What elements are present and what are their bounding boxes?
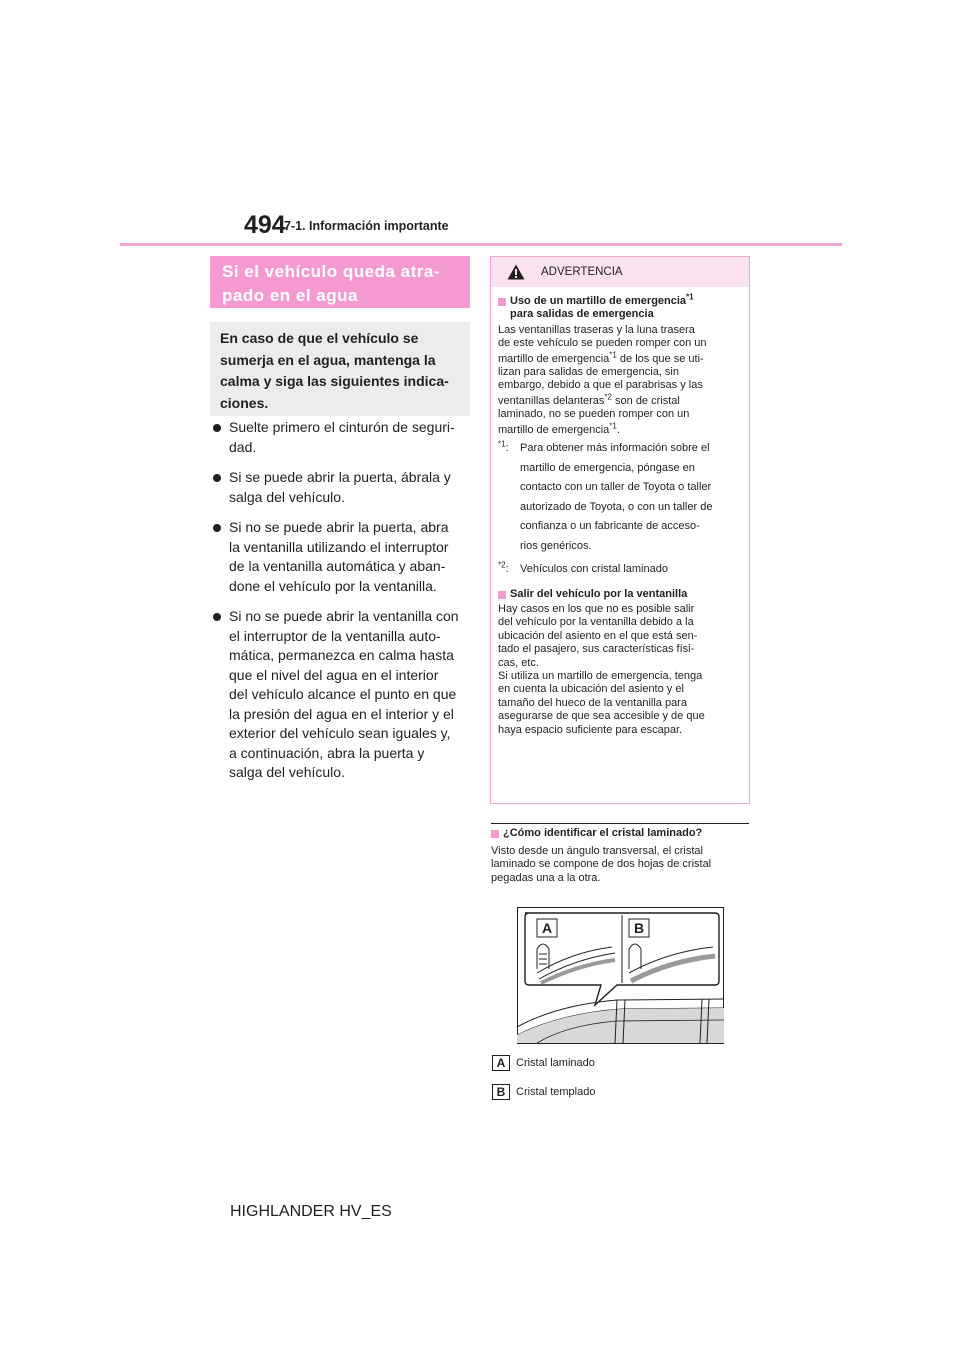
paragraph-line: cas, etc. <box>498 656 539 669</box>
paragraph-line: tamaño del hueco de la ventanilla para <box>498 696 687 709</box>
footer-model: HIGHLANDER HV_ES <box>230 1203 392 1220</box>
footnote-ref: *1 <box>686 292 694 302</box>
footnote-mark-text: *1 <box>498 439 506 449</box>
glass-diagram <box>517 907 724 1044</box>
footnote-mark: $^{*2}$: <box>498 560 509 576</box>
footnote <box>498 439 742 556</box>
list-item <box>212 607 470 783</box>
footnote-ref: *1 <box>609 421 617 430</box>
list-item-line: la presión del agua en el interior y el <box>229 705 454 722</box>
paragraph-line: lizan para salidas de emergencia, sin <box>498 366 679 379</box>
section-title-line: pado en el agua <box>222 286 358 305</box>
list-item-line: la ventanilla utilizando el interruptor <box>229 538 449 555</box>
warning-header <box>491 257 749 287</box>
text-run: martillo de emergencia <box>498 352 610 365</box>
intro-line: ciones. <box>220 394 269 411</box>
legend-text: Cristal laminado <box>516 1057 595 1069</box>
paragraph-line: haya espacio suficiente para escapar. <box>498 723 683 736</box>
list-item-line: a continuación, abra la puerta y <box>229 744 425 761</box>
paragraph-line: en cuenta la ubicación del asiento y el <box>498 683 684 696</box>
warning-paragraph <box>498 603 742 737</box>
paragraph-line: Las ventanillas traseras y la luna trasera <box>498 323 695 336</box>
list-item-line: salga del vehículo. <box>229 488 345 505</box>
instruction-list <box>212 418 470 794</box>
warning-paragraph <box>498 324 742 437</box>
paragraph-line: laminado se compone de dos hojas de cristal <box>491 858 712 871</box>
footnote-line: autorizado de Toyota, o con un taller de <box>520 500 713 513</box>
footnote-ref: *1 <box>609 349 617 359</box>
footnote-line: rios genéricos. <box>520 539 592 552</box>
list-item-line: de la ventanilla automática y aban- <box>229 558 446 574</box>
warning-content <box>491 287 749 737</box>
section-title-line: Si el vehículo queda atra- <box>222 262 441 281</box>
text-run: ventanillas delanteras <box>498 394 605 407</box>
subheading-text: Uso de un martillo de emergencia <box>510 295 687 307</box>
footnote-ref: *2 <box>604 392 612 402</box>
list-item-line: el interruptor de la ventanilla auto- <box>229 627 441 644</box>
intro-line: sumerja en el agua, mantenga la <box>220 351 436 368</box>
paragraph-line <box>498 349 742 366</box>
square-bullet-icon <box>498 298 506 306</box>
paragraph-line <box>498 392 742 408</box>
label-b: B <box>633 920 645 936</box>
square-bullet-icon <box>498 591 506 599</box>
heading-text: ¿Cómo identificar el cristal laminado? <box>503 827 703 839</box>
bullet-icon <box>213 424 221 432</box>
paragraph-line <box>498 421 742 437</box>
legend-key-a: A <box>492 1055 510 1071</box>
paragraph-line: asegurarse de que sea accesible y de que <box>498 710 705 723</box>
paragraph-line: laminado, no se pueden romper con un <box>498 408 690 421</box>
header-divider <box>120 243 842 246</box>
warning-subheading <box>498 588 742 601</box>
list-item-line: exterior del vehículo sean iguales y, <box>229 725 451 741</box>
footnote-line: confianza o un fabricante de acceso- <box>520 520 700 533</box>
page-number: 494 <box>244 211 286 239</box>
laminated-heading <box>491 827 751 839</box>
section-label: 7-1. Información importante <box>284 219 449 233</box>
warning-box <box>490 256 750 804</box>
paragraph-line: Si utiliza un martillo de emergencia, tenga <box>498 670 703 682</box>
bullet-icon <box>213 474 221 482</box>
list-item-line: Si se puede abrir la puerta, ábrala y <box>229 469 451 485</box>
text-run: martillo de emergencia <box>498 423 610 436</box>
list-item-line: Si no se puede abrir la ventanilla con <box>229 608 459 624</box>
list-item <box>212 518 470 596</box>
bullet-icon <box>213 524 221 532</box>
warning-title: ADVERTENCIA <box>541 266 623 278</box>
footnote-mark: $^{*1}$: <box>498 439 509 455</box>
text-run: de los que se uti- <box>616 352 704 365</box>
paragraph-line: tado el pasajero, sus características físi- <box>498 643 695 656</box>
intro-line: calma y siga las siguientes indica- <box>220 373 449 389</box>
warning-triangle-icon <box>507 264 525 280</box>
paragraph-line: ubicación del asiento en el que está sen- <box>498 629 698 642</box>
subheading-text: Salir del vehículo por la ventanilla <box>510 587 688 600</box>
footnote-line: Vehículos con cristal laminado <box>520 563 668 576</box>
paragraph-line: Hay casos en los que no es posible salir <box>498 602 695 615</box>
text-run: son de cristal <box>611 394 680 407</box>
footnote-mark-text: *2 <box>498 560 506 570</box>
legend-text: Cristal templado <box>516 1086 596 1098</box>
list-item <box>212 418 470 457</box>
paragraph-line: pegadas una a la otra. <box>491 871 601 884</box>
list-item-line: Suelte primero el cinturón de seguri- <box>229 419 455 435</box>
text-run: . <box>616 423 620 436</box>
laminated-description <box>491 845 753 885</box>
list-item-line: del vehículo alcance el punto en que <box>229 686 457 702</box>
list-item-line: mática, permanezca en calma hasta <box>229 647 454 663</box>
list-item-line: Si no se puede abrir la puerta, abra <box>229 519 449 535</box>
square-bullet-icon <box>491 830 499 838</box>
section-title-box <box>210 256 470 308</box>
footnote-line: Para obtener más información sobre el <box>520 442 710 455</box>
list-item <box>212 468 470 507</box>
section-divider <box>491 823 749 824</box>
legend-key-b: B <box>492 1084 510 1100</box>
intro-box <box>210 322 470 416</box>
footnote <box>498 560 742 580</box>
footnote-line: martillo de emergencia, póngase en <box>520 461 695 474</box>
bullet-icon <box>213 613 221 621</box>
list-item-line: dad. <box>229 438 257 455</box>
intro-line: En caso de que el vehículo se <box>220 330 419 346</box>
list-item-line: salga del vehículo. <box>229 764 345 780</box>
list-item-line: que el nivel del agua en el interior <box>229 666 439 683</box>
paragraph-line: embargo, debido a que el parabrisas y las <box>498 379 703 392</box>
list-item-line: done el vehículo por la ventanilla. <box>229 577 437 594</box>
subheading-text: para salidas de emergencia <box>510 308 654 321</box>
paragraph-line: de este vehículo se pueden romper con un <box>498 337 707 350</box>
paragraph-line: del vehículo por la ventanilla debido a la <box>498 616 694 629</box>
warning-subheading <box>498 292 742 322</box>
footnote-line: contacto con un taller de Toyota o taller <box>520 481 712 494</box>
label-a: A <box>541 920 553 936</box>
paragraph-line: Visto desde un ángulo transversal, el cristal <box>491 845 703 857</box>
